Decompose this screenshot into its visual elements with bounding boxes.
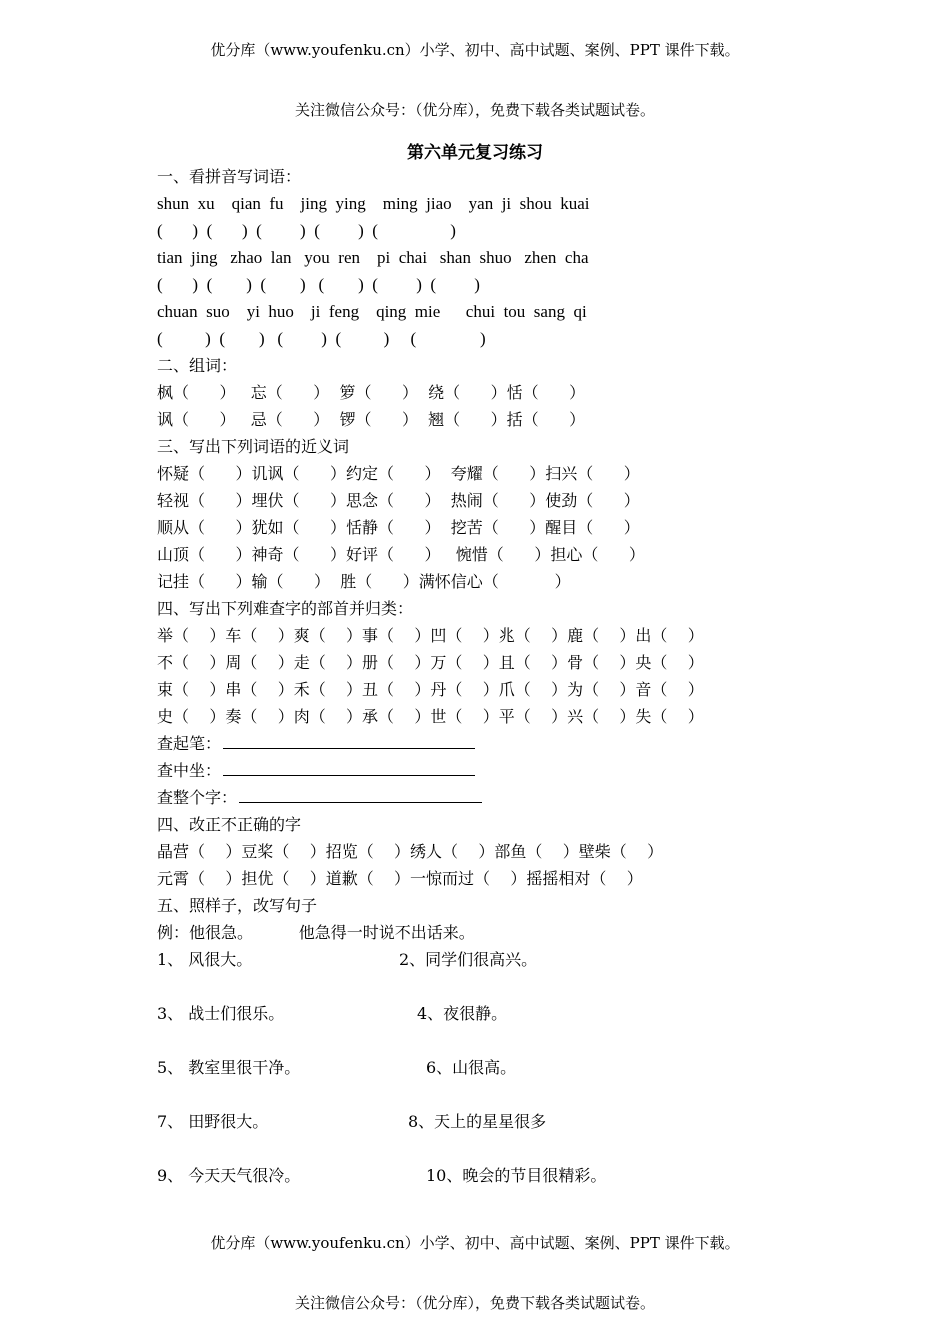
sentence-pair [157,1054,877,1081]
exercise-row: 轻视（ ）埋伏（ ）思念（ ） 热闹（ ）使劲（ ） [157,491,640,510]
exercise-row: 顺从（ ）犹如（ ）恬静（ ） 挖苦（ ）醒目（ ） [157,518,640,537]
sentence-pair [157,1108,877,1135]
fill-blank [239,784,482,803]
page-footer [0,1193,950,1333]
fill-row-middle [157,757,877,784]
sentence-item: 7、 田野很大。 [157,1112,269,1131]
exercise-row: 举（ ）车（ ）爽（ ）事（ ）凹（ ）兆（ ）鹿（ ）出（ ） [157,626,704,645]
footer-line-1: 优分库（www.youfenku.cn）小学、初中、高中试题、案例、PPT 课件下载。 [210,1234,740,1252]
pinyin-row: chuan suo yi huo ji feng qing mie chui tou sang qi [157,302,587,321]
page-header [0,0,950,140]
sentence-item: 6、山很高。 [426,1058,517,1077]
exercise-row: 讽（ ） 忌（ ） 锣（ ） 翘（ ）括（ ） [157,410,586,429]
exercise-row: 束（ ）串（ ）禾（ ）丑（ ）丹（ ）爪（ ）为（ ）音（ ） [157,680,704,699]
exercise-row: 怀疑（ ）讥讽（ ）约定（ ） 夸耀（ ）扫兴（ ） [157,464,640,483]
sentence-item: 3、 战士们很乐。 [157,1004,285,1023]
sentence-item: 9、 今天天气很冷。 [157,1166,301,1185]
exercise-row: 元霄（ ）担优（ ）道歉（ ）一惊而过（ ）摇摇相对（ ） [157,869,643,888]
exercise-row: 晶营（ ）豆桨（ ）招览（ ）绣人（ ）部鱼（ ）壁柴（ ） [157,842,664,861]
answer-row: ( ) ( ) ( ) ( ) ( ) [157,329,486,348]
fill-label: 查整个字： [157,788,238,807]
fill-row-first-stroke [157,730,877,757]
sentence-pair [157,946,877,973]
sentence-item: 2、同学们很高兴。 [399,950,538,969]
worksheet-body [157,163,877,1189]
header-line-1: 优分库（www.youfenku.cn）小学、初中、高中试题、案例、PPT 课件下载。 [210,41,740,59]
fill-row-whole-char [157,784,877,811]
pinyin-row: shun xu qian fu jing ying ming jiao yan ji shou kuai [157,194,590,213]
sentence-item: 8、天上的星星很多 [408,1112,547,1131]
answer-row: ( ) ( ) ( ) ( ) ( ) ( ) [157,275,480,294]
section-heading-pinyin: 一、看拼音写词语： [157,167,302,186]
example-sentence: 例：他很急。 他急得一时说不出话来。 [157,923,475,942]
section-heading-radicals: 四、写出下列难查字的部首并归类： [157,599,414,618]
section-heading-synonyms: 三、写出下列词语的近义词 [157,437,350,456]
sentence-pair [157,1000,877,1027]
fill-blank [223,730,475,749]
exercise-row: 枫（ ） 忘（ ） 箩（ ） 绕（ ）恬（ ） [157,383,586,402]
exercise-row: 史（ ）奏（ ）肉（ ）承（ ）世（ ）平（ ）兴（ ）失（ ） [157,707,704,726]
section-heading-corrections: 四、改正不正确的字 [157,815,302,834]
footer-line-2: 关注微信公众号：（优分库），免费下载各类试题试卷。 [294,1294,655,1312]
section-heading-word-forming: 二、组词： [157,356,238,375]
header-line-2: 关注微信公众号：（优分库），免费下载各类试题试卷。 [294,101,655,119]
answer-row: ( ) ( ) ( ) ( ) ( ) [157,221,456,240]
sentence-item: 1、 风很大。 [157,950,253,969]
fill-blank [223,757,475,776]
exercise-row: 不（ ）周（ ）走（ ）册（ ）万（ ）且（ ）骨（ ）央（ ） [157,653,704,672]
pinyin-row: tian jing zhao lan you ren pi chai shan shuo zhen cha [157,248,589,267]
exercise-row: 山顶（ ）神奇（ ）好评（ ） 惋惜（ ）担心（ ） [157,545,645,564]
section-heading-rewrite: 五、照样子，改写句子 [157,896,318,915]
exercise-row: 记挂（ ）输（ ） 胜（ ）满怀信心（ ） [157,572,571,591]
document-title: 第六单元复习练习 [407,143,543,163]
fill-label: 查中坐： [157,761,222,780]
sentence-item: 5、 教室里很干净。 [157,1058,301,1077]
sentence-pair [157,1162,877,1189]
fill-label: 查起笔： [157,734,222,753]
sentence-item: 10、晚会的节目很精彩。 [426,1166,607,1185]
sentence-item: 4、夜很静。 [417,1004,508,1023]
